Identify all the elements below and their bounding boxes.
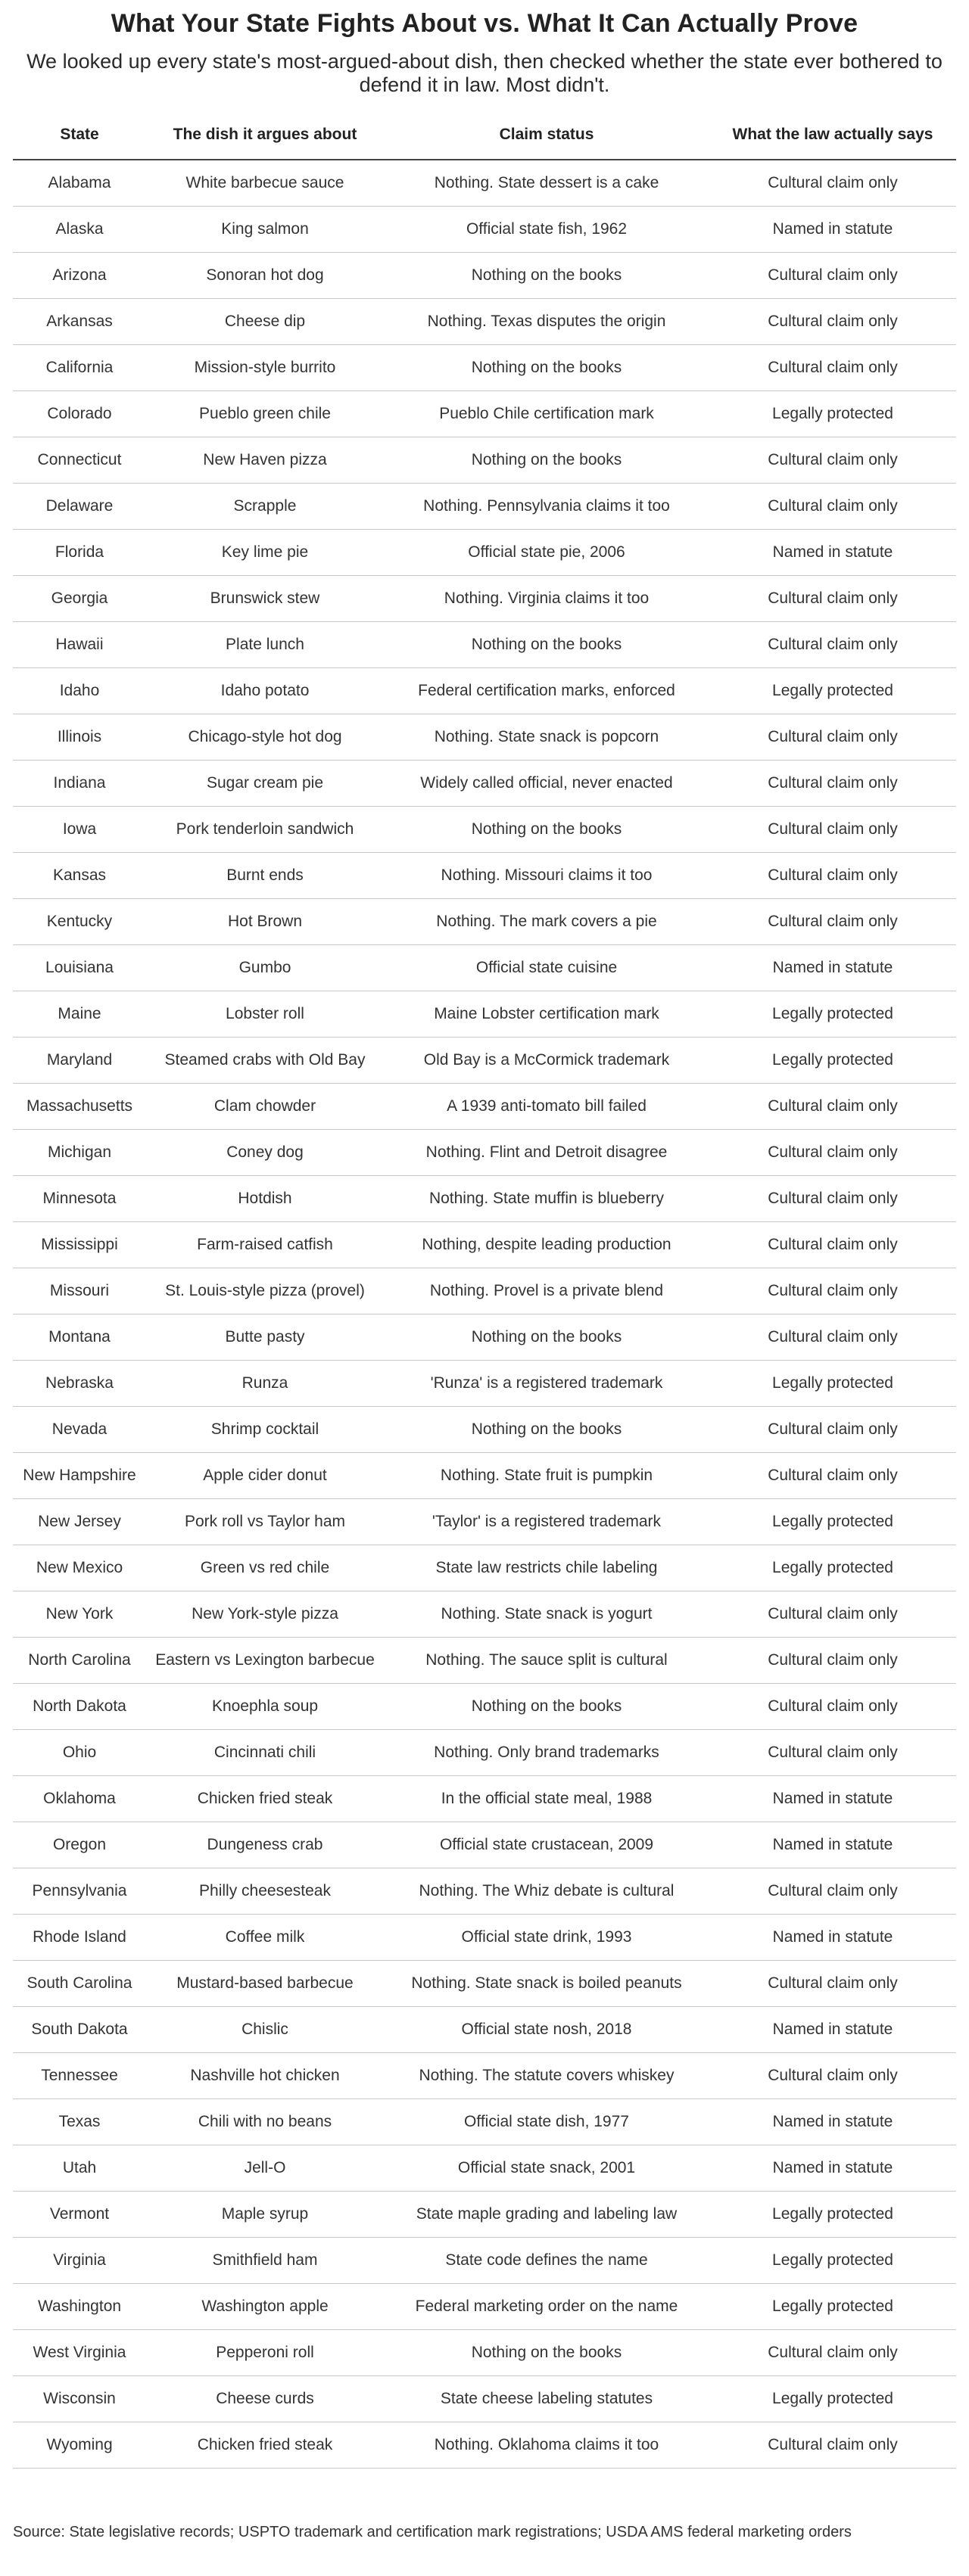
cell-law: Legally protected: [709, 1545, 956, 1591]
cell-dish: Clam chowder: [146, 1084, 384, 1130]
cell-law: Cultural claim only: [709, 345, 956, 391]
cell-claim-status: Official state drink, 1993: [384, 1915, 709, 1961]
cell-law: Cultural claim only: [709, 576, 956, 622]
cell-dish: Idaho potato: [146, 668, 384, 714]
cell-state: New York: [13, 1591, 146, 1638]
cell-law: Cultural claim only: [709, 1176, 956, 1222]
cell-claim-status: Nothing. State snack is boiled peanuts: [384, 1961, 709, 2007]
cell-dish: Farm-raised catfish: [146, 1222, 384, 1268]
table-row: [13, 1915, 956, 1961]
cell-dish: Shrimp cocktail: [146, 1407, 384, 1453]
cell-dish: Gumbo: [146, 945, 384, 991]
cell-law: Named in statute: [709, 530, 956, 576]
table-row: [13, 1361, 956, 1407]
cell-law: Cultural claim only: [709, 622, 956, 668]
cell-dish: Sonoran hot dog: [146, 253, 384, 299]
cell-state: Virginia: [13, 2238, 146, 2284]
cell-state: Connecticut: [13, 437, 146, 484]
cell-claim-status: State law restricts chile labeling: [384, 1545, 709, 1591]
cell-state: Wyoming: [13, 2422, 146, 2469]
cell-law: Cultural claim only: [709, 1130, 956, 1176]
cell-law: Cultural claim only: [709, 1868, 956, 1915]
cell-law: Named in statute: [709, 1915, 956, 1961]
cell-state: South Dakota: [13, 2007, 146, 2053]
cell-law: Cultural claim only: [709, 1268, 956, 1314]
cell-claim-status: Official state dish, 1977: [384, 2099, 709, 2145]
cell-law: Legally protected: [709, 668, 956, 714]
cell-law: Cultural claim only: [709, 1591, 956, 1638]
cell-law: Legally protected: [709, 391, 956, 437]
cell-law: Cultural claim only: [709, 807, 956, 853]
cell-dish: Pepperoni roll: [146, 2330, 384, 2376]
table-row: [13, 1453, 956, 1499]
table-row: [13, 484, 956, 530]
table-row: [13, 1038, 956, 1084]
cell-claim-status: Nothing on the books: [384, 253, 709, 299]
column-header-state: State: [13, 110, 146, 160]
cell-state: Delaware: [13, 484, 146, 530]
cell-law: Cultural claim only: [709, 2330, 956, 2376]
cell-law: Cultural claim only: [709, 1961, 956, 2007]
cell-law: Legally protected: [709, 1499, 956, 1545]
cell-claim-status: Nothing on the books: [384, 345, 709, 391]
table-row: [13, 253, 956, 299]
cell-dish: New York-style pizza: [146, 1591, 384, 1638]
table-row: [13, 853, 956, 899]
cell-state: Tennessee: [13, 2053, 146, 2099]
cell-dish: Knoephla soup: [146, 1684, 384, 1730]
table-row: [13, 1730, 956, 1776]
cell-dish: Hotdish: [146, 1176, 384, 1222]
cell-state: Mississippi: [13, 1222, 146, 1268]
cell-dish: Chicken fried steak: [146, 1776, 384, 1822]
cell-law: Cultural claim only: [709, 1453, 956, 1499]
cell-dish: New Haven pizza: [146, 437, 384, 484]
cell-state: North Dakota: [13, 1684, 146, 1730]
cell-claim-status: Nothing. The sauce split is cultural: [384, 1638, 709, 1684]
cell-claim-status: Nothing. State snack is yogurt: [384, 1591, 709, 1638]
column-header-law: What the law actually says: [709, 110, 956, 160]
cell-state: Rhode Island: [13, 1915, 146, 1961]
cell-claim-status: Nothing. Flint and Detroit disagree: [384, 1130, 709, 1176]
cell-law: Cultural claim only: [709, 299, 956, 345]
cell-claim-status: Nothing. Provel is a private blend: [384, 1268, 709, 1314]
cell-claim-status: Nothing. The mark covers a pie: [384, 899, 709, 945]
chart-subtitle: We looked up every state's most-argued-about dish, then checked whether the state ever bothered to defend it in law. Most didn't.: [26, 50, 943, 96]
cell-law: Cultural claim only: [709, 853, 956, 899]
cell-dish: Burnt ends: [146, 853, 384, 899]
table-row: [13, 2376, 956, 2422]
table-row: [13, 1268, 956, 1314]
cell-state: Iowa: [13, 807, 146, 853]
cell-claim-status: Nothing on the books: [384, 622, 709, 668]
table-row: [13, 576, 956, 622]
cell-law: Named in statute: [709, 2007, 956, 2053]
cell-claim-status: A 1939 anti-tomato bill failed: [384, 1084, 709, 1130]
table-header-row: [13, 110, 956, 160]
cell-law: Legally protected: [709, 1038, 956, 1084]
cell-dish: Pueblo green chile: [146, 391, 384, 437]
table-row: [13, 1176, 956, 1222]
table-row: [13, 2284, 956, 2330]
cell-claim-status: 'Runza' is a registered trademark: [384, 1361, 709, 1407]
table-row: [13, 1776, 956, 1822]
cell-claim-status: Nothing. State fruit is pumpkin: [384, 1453, 709, 1499]
cell-law: Legally protected: [709, 1361, 956, 1407]
cell-claim-status: Nothing on the books: [384, 437, 709, 484]
table-row: [13, 1130, 956, 1176]
cell-claim-status: Official state nosh, 2018: [384, 2007, 709, 2053]
cell-law: Cultural claim only: [709, 160, 956, 207]
cell-state: Texas: [13, 2099, 146, 2145]
table-row: [13, 2053, 956, 2099]
cell-claim-status: Nothing on the books: [384, 2330, 709, 2376]
cell-dish: Dungeness crab: [146, 1822, 384, 1868]
cell-state: Maryland: [13, 1038, 146, 1084]
cell-law: Cultural claim only: [709, 761, 956, 807]
cell-state: Illinois: [13, 714, 146, 761]
cell-state: Alabama: [13, 160, 146, 207]
cell-law: Cultural claim only: [709, 437, 956, 484]
table-row: [13, 1591, 956, 1638]
cell-dish: Eastern vs Lexington barbecue: [146, 1638, 384, 1684]
table-row: [13, 2007, 956, 2053]
cell-dish: Hot Brown: [146, 899, 384, 945]
cell-claim-status: State cheese labeling statutes: [384, 2376, 709, 2422]
cell-state: Michigan: [13, 1130, 146, 1176]
table-row: [13, 991, 956, 1038]
table-row: [13, 2192, 956, 2238]
cell-dish: Chili with no beans: [146, 2099, 384, 2145]
cell-claim-status: State code defines the name: [384, 2238, 709, 2284]
cell-law: Cultural claim only: [709, 899, 956, 945]
cell-dish: Lobster roll: [146, 991, 384, 1038]
cell-claim-status: Nothing. Pennsylvania claims it too: [384, 484, 709, 530]
cell-state: Nebraska: [13, 1361, 146, 1407]
cell-dish: Cheese curds: [146, 2376, 384, 2422]
cell-dish: Brunswick stew: [146, 576, 384, 622]
cell-state: West Virginia: [13, 2330, 146, 2376]
cell-claim-status: Maine Lobster certification mark: [384, 991, 709, 1038]
cell-state: New Jersey: [13, 1499, 146, 1545]
cell-dish: Steamed crabs with Old Bay: [146, 1038, 384, 1084]
cell-claim-status: 'Taylor' is a registered trademark: [384, 1499, 709, 1545]
cell-law: Cultural claim only: [709, 1730, 956, 1776]
table-row: [13, 1961, 956, 2007]
cell-state: South Carolina: [13, 1961, 146, 2007]
cell-claim-status: Nothing. The statute covers whiskey: [384, 2053, 709, 2099]
cell-claim-status: Nothing. The Whiz debate is cultural: [384, 1868, 709, 1915]
chart-title: What Your State Fights About vs. What It Can Actually Prove: [111, 9, 858, 38]
table-row: [13, 391, 956, 437]
cell-law: Named in statute: [709, 1822, 956, 1868]
cell-claim-status: Nothing. Oklahoma claims it too: [384, 2422, 709, 2469]
cell-claim-status: Nothing on the books: [384, 1314, 709, 1361]
data-table: [13, 110, 956, 2469]
table-row: [13, 714, 956, 761]
cell-state: Colorado: [13, 391, 146, 437]
cell-dish: Mustard-based barbecue: [146, 1961, 384, 2007]
cell-claim-status: Pueblo Chile certification mark: [384, 391, 709, 437]
cell-state: Hawaii: [13, 622, 146, 668]
cell-dish: Runza: [146, 1361, 384, 1407]
cell-law: Legally protected: [709, 991, 956, 1038]
table-row: [13, 899, 956, 945]
cell-law: Legally protected: [709, 2238, 956, 2284]
table-row: [13, 1868, 956, 1915]
cell-claim-status: Nothing on the books: [384, 1684, 709, 1730]
cell-law: Named in statute: [709, 1776, 956, 1822]
cell-dish: Smithfield ham: [146, 2238, 384, 2284]
cell-state: Arkansas: [13, 299, 146, 345]
table-row: [13, 160, 956, 207]
cell-law: Cultural claim only: [709, 1222, 956, 1268]
table-row: [13, 761, 956, 807]
table-row: [13, 2238, 956, 2284]
cell-law: Cultural claim only: [709, 1684, 956, 1730]
cell-dish: Chicken fried steak: [146, 2422, 384, 2469]
cell-dish: Apple cider donut: [146, 1453, 384, 1499]
cell-dish: Philly cheesesteak: [146, 1868, 384, 1915]
table-row: [13, 807, 956, 853]
cell-state: Washington: [13, 2284, 146, 2330]
cell-dish: Pork tenderloin sandwich: [146, 807, 384, 853]
cell-claim-status: Official state crustacean, 2009: [384, 1822, 709, 1868]
cell-claim-status: Nothing. State muffin is blueberry: [384, 1176, 709, 1222]
cell-state: Vermont: [13, 2192, 146, 2238]
cell-claim-status: Federal marketing order on the name: [384, 2284, 709, 2330]
table-row: [13, 345, 956, 391]
cell-state: Massachusetts: [13, 1084, 146, 1130]
table-row: [13, 1084, 956, 1130]
table-row: [13, 437, 956, 484]
table-row: [13, 299, 956, 345]
table-row: [13, 1638, 956, 1684]
cell-claim-status: Official state pie, 2006: [384, 530, 709, 576]
cell-state: Nevada: [13, 1407, 146, 1453]
cell-claim-status: Old Bay is a McCormick trademark: [384, 1038, 709, 1084]
table-row: [13, 945, 956, 991]
table-row: [13, 2422, 956, 2469]
cell-claim-status: Official state fish, 1962: [384, 207, 709, 253]
cell-state: Ohio: [13, 1730, 146, 1776]
table-row: [13, 1499, 956, 1545]
column-header-dish: The dish it argues about: [146, 110, 384, 160]
table-row: [13, 668, 956, 714]
cell-law: Legally protected: [709, 2376, 956, 2422]
cell-claim-status: Nothing. Missouri claims it too: [384, 853, 709, 899]
cell-dish: Cheese dip: [146, 299, 384, 345]
cell-state: Georgia: [13, 576, 146, 622]
cell-state: Minnesota: [13, 1176, 146, 1222]
cell-state: Louisiana: [13, 945, 146, 991]
cell-claim-status: Nothing. Virginia claims it too: [384, 576, 709, 622]
cell-dish: Coffee milk: [146, 1915, 384, 1961]
cell-law: Cultural claim only: [709, 2053, 956, 2099]
cell-dish: Chislic: [146, 2007, 384, 2053]
table-row: [13, 1684, 956, 1730]
cell-law: Named in statute: [709, 207, 956, 253]
table-row: [13, 622, 956, 668]
cell-dish: Nashville hot chicken: [146, 2053, 384, 2099]
cell-dish: Chicago-style hot dog: [146, 714, 384, 761]
cell-law: Cultural claim only: [709, 1407, 956, 1453]
cell-dish: Pork roll vs Taylor ham: [146, 1499, 384, 1545]
cell-law: Cultural claim only: [709, 484, 956, 530]
cell-dish: Key lime pie: [146, 530, 384, 576]
cell-claim-status: Nothing. State snack is popcorn: [384, 714, 709, 761]
table-row: [13, 1407, 956, 1453]
table-row: [13, 2099, 956, 2145]
cell-claim-status: Widely called official, never enacted: [384, 761, 709, 807]
cell-law: Cultural claim only: [709, 1084, 956, 1130]
cell-state: Oklahoma: [13, 1776, 146, 1822]
cell-state: Missouri: [13, 1268, 146, 1314]
cell-dish: Cincinnati chili: [146, 1730, 384, 1776]
cell-dish: Green vs red chile: [146, 1545, 384, 1591]
cell-claim-status: Nothing on the books: [384, 1407, 709, 1453]
cell-dish: Scrapple: [146, 484, 384, 530]
table-body: [13, 160, 956, 2469]
cell-state: Kansas: [13, 853, 146, 899]
cell-state: New Mexico: [13, 1545, 146, 1591]
cell-state: New Hampshire: [13, 1453, 146, 1499]
table-row: [13, 207, 956, 253]
cell-dish: Coney dog: [146, 1130, 384, 1176]
source-note: Source: State legislative records; USPTO trademark and certification mark registrations; USDA AMS federal marketing orders: [13, 2524, 852, 2540]
cell-state: Kentucky: [13, 899, 146, 945]
cell-state: Indiana: [13, 761, 146, 807]
cell-state: Florida: [13, 530, 146, 576]
cell-dish: Plate lunch: [146, 622, 384, 668]
cell-law: Legally protected: [709, 2284, 956, 2330]
cell-dish: Sugar cream pie: [146, 761, 384, 807]
table-row: [13, 530, 956, 576]
cell-claim-status: Nothing. State dessert is a cake: [384, 160, 709, 207]
cell-state: Arizona: [13, 253, 146, 299]
cell-claim-status: Official state cuisine: [384, 945, 709, 991]
cell-dish: King salmon: [146, 207, 384, 253]
cell-law: Named in statute: [709, 2145, 956, 2192]
cell-state: North Carolina: [13, 1638, 146, 1684]
cell-state: Montana: [13, 1314, 146, 1361]
cell-dish: Butte pasty: [146, 1314, 384, 1361]
cell-claim-status: Official state snack, 2001: [384, 2145, 709, 2192]
cell-law: Cultural claim only: [709, 1314, 956, 1361]
cell-law: Cultural claim only: [709, 714, 956, 761]
cell-law: Named in statute: [709, 945, 956, 991]
cell-state: Alaska: [13, 207, 146, 253]
cell-state: Idaho: [13, 668, 146, 714]
cell-dish: Jell-O: [146, 2145, 384, 2192]
cell-law: Named in statute: [709, 2099, 956, 2145]
cell-law: Cultural claim only: [709, 253, 956, 299]
cell-state: Oregon: [13, 1822, 146, 1868]
table-row: [13, 2145, 956, 2192]
cell-claim-status: Nothing, despite leading production: [384, 1222, 709, 1268]
table-row: [13, 1822, 956, 1868]
cell-claim-status: Nothing. Texas disputes the origin: [384, 299, 709, 345]
cell-state: Wisconsin: [13, 2376, 146, 2422]
cell-claim-status: In the official state meal, 1988: [384, 1776, 709, 1822]
cell-dish: Washington apple: [146, 2284, 384, 2330]
cell-claim-status: State maple grading and labeling law: [384, 2192, 709, 2238]
column-header-claim-status: Claim status: [384, 110, 709, 160]
table-row: [13, 1314, 956, 1361]
table-row: [13, 1222, 956, 1268]
cell-claim-status: Federal certification marks, enforced: [384, 668, 709, 714]
cell-law: Cultural claim only: [709, 2422, 956, 2469]
cell-dish: Mission-style burrito: [146, 345, 384, 391]
cell-law: Cultural claim only: [709, 1638, 956, 1684]
cell-dish: St. Louis-style pizza (provel): [146, 1268, 384, 1314]
cell-state: California: [13, 345, 146, 391]
cell-law: Legally protected: [709, 2192, 956, 2238]
cell-state: Maine: [13, 991, 146, 1038]
cell-state: Pennsylvania: [13, 1868, 146, 1915]
table-row: [13, 1545, 956, 1591]
cell-dish: Maple syrup: [146, 2192, 384, 2238]
cell-state: Utah: [13, 2145, 146, 2192]
cell-claim-status: Nothing. Only brand trademarks: [384, 1730, 709, 1776]
cell-claim-status: Nothing on the books: [384, 807, 709, 853]
table-row: [13, 2330, 956, 2376]
cell-dish: White barbecue sauce: [146, 160, 384, 207]
